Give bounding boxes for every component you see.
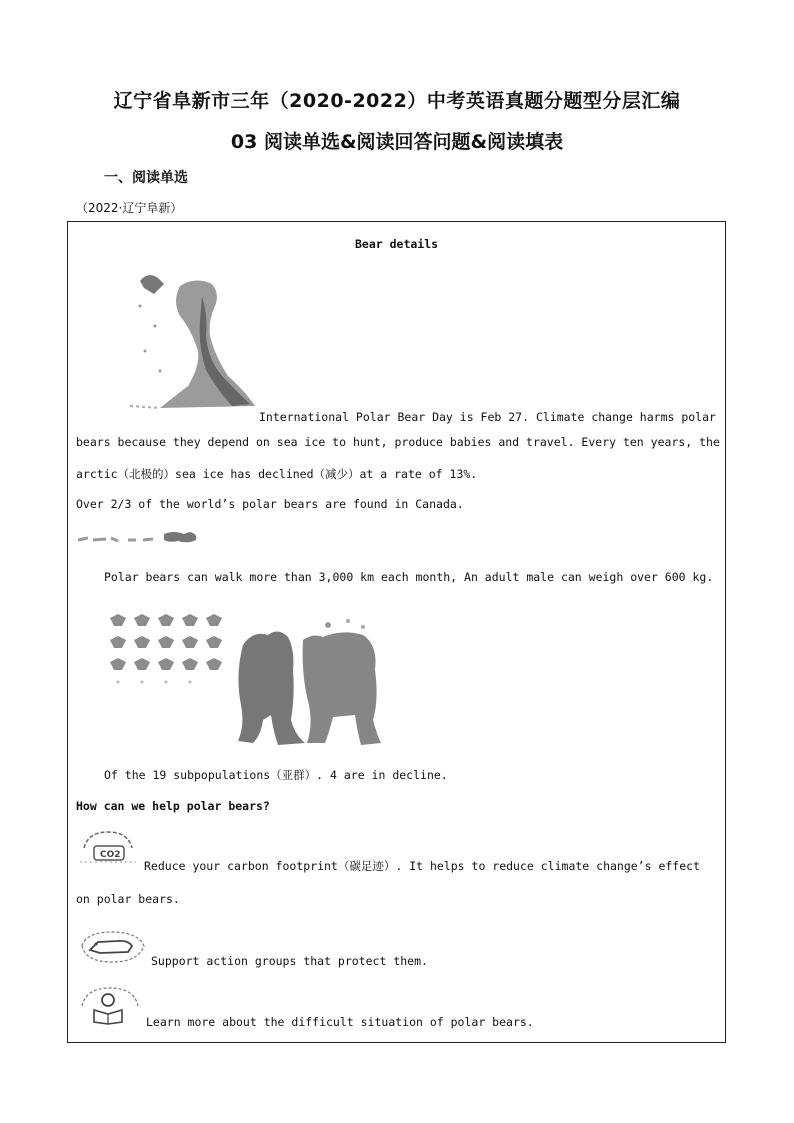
document-subtitle: 03 阅读单选&阅读回答问题&阅读填表	[230, 131, 564, 153]
bear-subpopulation-icons	[108, 610, 228, 690]
tip-2: Support action groups that protect them.	[151, 954, 428, 968]
paragraph-1-line-2: bears because they depend on sea ice to hunt, produce babies and travel. Every ten years, the	[76, 435, 720, 449]
paragraph-4: Of the 19 subpopulations（亚群）. 4 are in decline.	[104, 768, 448, 782]
paragraph-2: Over 2/3 of the world’s polar bears are found in Canada.	[76, 497, 464, 511]
carbon-footprint-icon	[78, 828, 138, 868]
canada-map-image	[78, 528, 203, 548]
paragraph-1-line-1: International Polar Bear Day is Feb 27. Climate change harms polar	[259, 410, 716, 424]
bears-standing-image	[233, 615, 383, 750]
polar-bear-image	[120, 266, 270, 416]
co2-label: CO2	[100, 850, 121, 860]
tip-1-line-1: Reduce your carbon footprint（碳足迹）. It helps to reduce climate change’s effect	[144, 859, 700, 873]
learn-more-icon	[78, 986, 142, 1026]
section-heading: 一、阅读单选	[104, 170, 188, 186]
passage-box	[67, 221, 726, 1043]
help-heading: How can we help polar bears?	[76, 799, 270, 813]
tip-1-line-2: on polar bears.	[76, 892, 180, 906]
document-title: 辽宁省阜新市三年（2020-2022）中考英语真题分题型分层汇编	[113, 90, 681, 112]
question-source: （2022·辽宁阜新）	[76, 201, 183, 215]
tip-3: Learn more about the difficult situation of polar bears.	[146, 1015, 534, 1029]
passage-heading: Bear details	[355, 237, 439, 251]
paragraph-3: Polar bears can walk more than 3,000 km each month, An adult male can weigh over 600 kg.	[104, 570, 714, 584]
action-group-icon	[78, 928, 148, 966]
paragraph-1-line-3: arctic（北极的）sea ice has declined（减少）at a rate of 13%.	[76, 467, 478, 481]
